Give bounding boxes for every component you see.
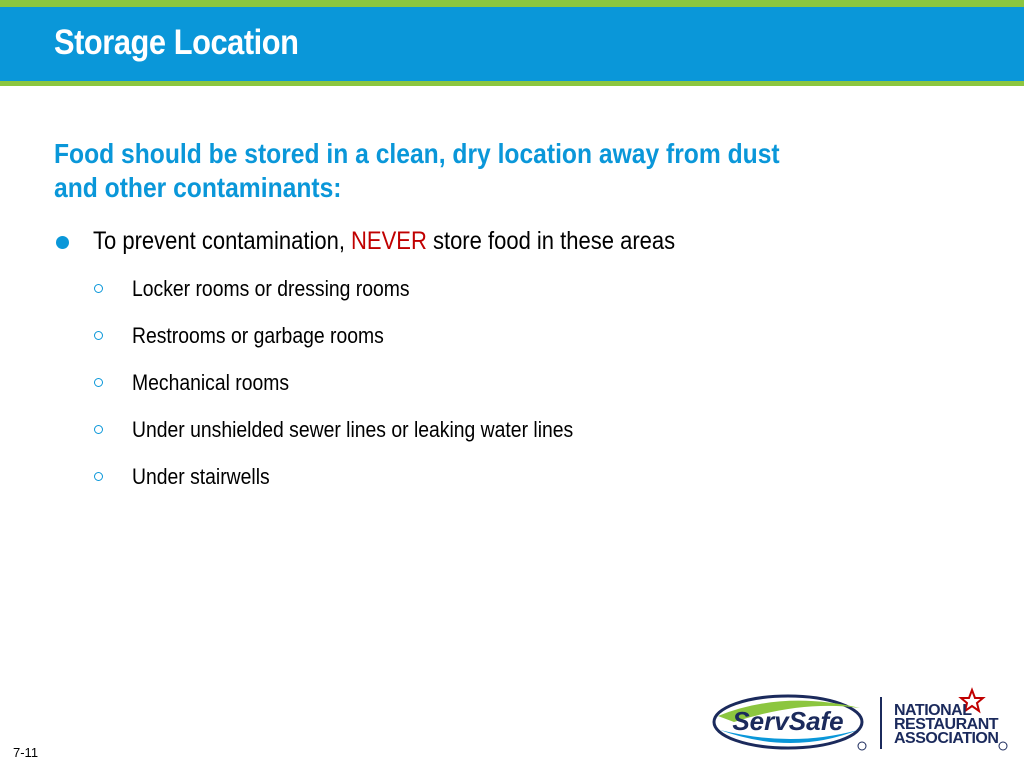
sub-bullet-text: Under unshielded sewer lines or leaking water lines [132,417,574,442]
sub-bullet-text: Mechanical rooms [132,370,290,395]
hollow-circle-icon [94,378,103,387]
logo-divider [880,697,882,749]
nra-logo [894,704,998,746]
bullet-suffix: store food in these areas [426,227,676,255]
bullet-emphasis: NEVER [351,227,427,255]
hollow-circle-icon [94,331,103,340]
sub-bullet-text: Locker rooms or dressing rooms [132,276,410,301]
hollow-circle-icon [94,425,103,434]
bullet-text [93,226,675,256]
hollow-circle-icon [94,472,103,481]
slide-title: Storage Location [54,23,299,62]
hollow-circle-icon [94,284,103,293]
top-accent-stripe [0,0,1024,7]
bullet-dot-icon [56,236,69,249]
nra-logo-line: RESTAURANT [894,716,999,733]
servsafe-wordmark: ServSafe [732,706,844,736]
page-number: 7-11 [13,745,39,760]
sub-bullet-text: Under stairwells [132,464,270,489]
bullet-prefix: To prevent contamination, [93,227,352,255]
sub-bullet-text: Restrooms or garbage rooms [132,323,384,348]
nra-logo-line: ASSOCIATION [894,730,999,747]
slide-heading: Food should be stored in a clean, dry location away from dust and other contaminants: [54,138,780,203]
title-bar-underline [0,81,1024,86]
nra-logo-line: NATIONAL [894,702,972,719]
